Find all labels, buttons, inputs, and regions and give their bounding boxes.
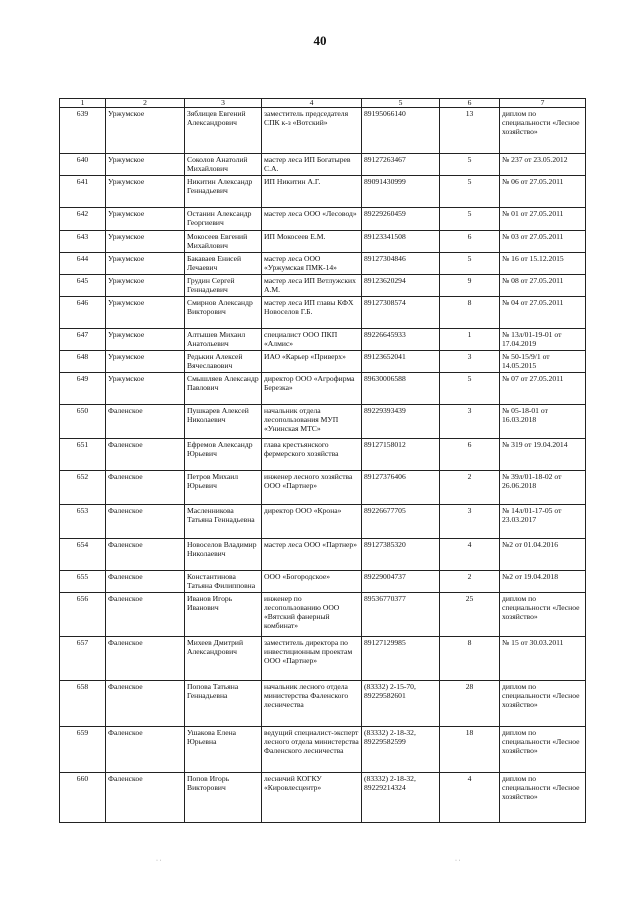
table-row: [60, 373, 586, 405]
page-number: 40: [313, 33, 327, 48]
position-cell: мастер леса ИП Богатырев С.А.: [262, 154, 362, 176]
position-cell: инженер лесного хозяйства ООО «Партнер»: [262, 471, 362, 505]
row-number: 640: [60, 154, 106, 176]
experience-cell: 2: [440, 571, 500, 593]
person-name-cell: Ушакова Елена Юрьевна: [185, 727, 262, 773]
table-row: [60, 253, 586, 275]
experience-cell: 5: [440, 154, 500, 176]
document-cell: № 01 от 27.05.2011: [500, 208, 586, 231]
row-number: 643: [60, 231, 106, 253]
table-row: [60, 176, 586, 208]
table-row: [60, 773, 586, 823]
table-row: [60, 351, 586, 373]
table-row: [60, 329, 586, 351]
experience-cell: 9: [440, 275, 500, 297]
position-cell: начальник лесного отдела министерства Фаленского лесничества: [262, 681, 362, 727]
header-row: [60, 99, 586, 108]
phone-cell: (83332) 2-15-70, 89229582601: [362, 681, 440, 727]
person-name-cell: Редькин Алексей Вячеславович: [185, 351, 262, 373]
person-name-cell: Иванов Игорь Иванович: [185, 593, 262, 637]
district-cell: Фаленское: [106, 773, 185, 823]
district-cell: Уржумское: [106, 108, 185, 154]
phone-cell: (83332) 2-18-32, 89229214324: [362, 773, 440, 823]
person-name-cell: Масленникова Татьяна Геннадьевна: [185, 505, 262, 539]
district-cell: Уржумское: [106, 176, 185, 208]
position-cell: мастер леса ООО «Уржумская ПМК-14»: [262, 253, 362, 275]
person-name-cell: Останин Александр Георгиевич: [185, 208, 262, 231]
person-name-cell: Алтышев Михаил Анатольевич: [185, 329, 262, 351]
row-number: 660: [60, 773, 106, 823]
district-cell: Уржумское: [106, 208, 185, 231]
document-cell: № 07 от 27.05.2011: [500, 373, 586, 405]
district-cell: Фаленское: [106, 439, 185, 471]
phone-cell: 89229393439: [362, 405, 440, 439]
document-cell: диплом по специальности «Лесное хозяйство»: [500, 108, 586, 154]
phone-cell: 89630006588: [362, 373, 440, 405]
phone-cell: 89195066140: [362, 108, 440, 154]
document-cell: № 50-15/9/1 от 14.05.2015: [500, 351, 586, 373]
column-header: 6: [440, 99, 500, 108]
row-number: 642: [60, 208, 106, 231]
experience-cell: 5: [440, 373, 500, 405]
row-number: 646: [60, 297, 106, 329]
document-cell: № 04 от 27.05.2011: [500, 297, 586, 329]
district-cell: Фаленское: [106, 539, 185, 571]
column-header: 1: [60, 99, 106, 108]
district-cell: Фаленское: [106, 637, 185, 681]
district-cell: Уржумское: [106, 231, 185, 253]
column-header: 7: [500, 99, 586, 108]
person-name-cell: Попова Татьяна Геннадьевна: [185, 681, 262, 727]
person-name-cell: Ефремов Александр Юрьевич: [185, 439, 262, 471]
row-number: 647: [60, 329, 106, 351]
document-cell: № 03 от 27.05.2011: [500, 231, 586, 253]
table-row: [60, 231, 586, 253]
person-name-cell: Попов Игорь Викторович: [185, 773, 262, 823]
row-number: 653: [60, 505, 106, 539]
document-cell: № 06 от 27.05.2011: [500, 176, 586, 208]
person-name-cell: Грудин Сергей Геннадьевич: [185, 275, 262, 297]
table-row: [60, 297, 586, 329]
experience-cell: 8: [440, 297, 500, 329]
document-cell: № 15 от 30.03.2011: [500, 637, 586, 681]
phone-cell: 89127263467: [362, 154, 440, 176]
position-cell: директор ООО «Крона»: [262, 505, 362, 539]
person-name-cell: Михеев Дмитрий Александрович: [185, 637, 262, 681]
person-name-cell: Новоселов Владимир Николаевич: [185, 539, 262, 571]
table-row: [60, 637, 586, 681]
row-number: 656: [60, 593, 106, 637]
row-number: 659: [60, 727, 106, 773]
position-cell: лесничий КОГКУ «Кировлесцентр»: [262, 773, 362, 823]
row-number: 652: [60, 471, 106, 505]
position-cell: ИП Мокосеев Е.М.: [262, 231, 362, 253]
experience-cell: 1: [440, 329, 500, 351]
table-row: [60, 471, 586, 505]
table-row: [60, 681, 586, 727]
table-row: [60, 727, 586, 773]
document-cell: № 16 от 15.12.2015: [500, 253, 586, 275]
district-cell: Уржумское: [106, 373, 185, 405]
position-cell: инженер по лесопользованию ООО «Вятский фанерный комбинат»: [262, 593, 362, 637]
table-row: [60, 108, 586, 154]
district-cell: Уржумское: [106, 297, 185, 329]
phone-cell: 89127376406: [362, 471, 440, 505]
row-number: 644: [60, 253, 106, 275]
column-header: 4: [262, 99, 362, 108]
document-cell: № 39л/01-18-02 от 26.06.2018: [500, 471, 586, 505]
district-cell: Фаленское: [106, 681, 185, 727]
experience-cell: 3: [440, 405, 500, 439]
experience-cell: 4: [440, 539, 500, 571]
table-row: [60, 208, 586, 231]
experience-cell: 3: [440, 505, 500, 539]
registry-table: [59, 98, 586, 823]
document-cell: № 319 от 19.04.2014: [500, 439, 586, 471]
position-cell: ИП Никитин А.Г.: [262, 176, 362, 208]
document-cell: № 05-18-01 от 16.03.2018: [500, 405, 586, 439]
row-number: 654: [60, 539, 106, 571]
phone-cell: 89229004737: [362, 571, 440, 593]
experience-cell: 5: [440, 176, 500, 208]
position-cell: мастер леса ООО «Лесовод»: [262, 208, 362, 231]
position-cell: ООО «Богородское»: [262, 571, 362, 593]
registry-body: [60, 108, 586, 823]
document-cell: №2 от 01.04.2016: [500, 539, 586, 571]
row-number: 650: [60, 405, 106, 439]
table-row: [60, 571, 586, 593]
table-row: [60, 505, 586, 539]
row-number: 639: [60, 108, 106, 154]
phone-cell: 89226645933: [362, 329, 440, 351]
district-cell: Фаленское: [106, 471, 185, 505]
person-name-cell: Смышляев Александр Павлович: [185, 373, 262, 405]
person-name-cell: Константинова Татьяна Филипповна: [185, 571, 262, 593]
district-cell: Уржумское: [106, 329, 185, 351]
district-cell: Уржумское: [106, 154, 185, 176]
table-row: [60, 275, 586, 297]
document-cell: № 237 от 23.05.2012: [500, 154, 586, 176]
column-header: 2: [106, 99, 185, 108]
document-cell: № 08 от 27.05.2011: [500, 275, 586, 297]
row-number: 651: [60, 439, 106, 471]
phone-cell: 89091430999: [362, 176, 440, 208]
experience-cell: 6: [440, 231, 500, 253]
document-cell: № 13л/01-19-01 от 17.04.2019: [500, 329, 586, 351]
position-cell: начальник отдела лесопользования МУП «Унинская МТС»: [262, 405, 362, 439]
position-cell: ИАО «Карьер «Приверх»: [262, 351, 362, 373]
position-cell: заместитель директора по инвестиционным проектам ООО «Партнер»: [262, 637, 362, 681]
person-name-cell: Петров Михаил Юрьевич: [185, 471, 262, 505]
phone-cell: 89123620294: [362, 275, 440, 297]
phone-cell: 89127129985: [362, 637, 440, 681]
phone-cell: 89536770377: [362, 593, 440, 637]
phone-cell: 89127308574: [362, 297, 440, 329]
phone-cell: 89226677705: [362, 505, 440, 539]
person-name-cell: Зяблицев Евгений Александрович: [185, 108, 262, 154]
position-cell: мастер леса ИП Ветлужских А.М.: [262, 275, 362, 297]
district-cell: Уржумское: [106, 275, 185, 297]
district-cell: Фаленское: [106, 593, 185, 637]
document-cell: № 14л/01-17-05 от 23.03.2017: [500, 505, 586, 539]
district-cell: Фаленское: [106, 571, 185, 593]
position-cell: ведущий специалист-эксперт лесного отдела министерства Фаленского лесничества: [262, 727, 362, 773]
experience-cell: 3: [440, 351, 500, 373]
experience-cell: 2: [440, 471, 500, 505]
experience-cell: 25: [440, 593, 500, 637]
table-row: [60, 593, 586, 637]
row-number: 649: [60, 373, 106, 405]
person-name-cell: Мокосеев Евгений Михайлович: [185, 231, 262, 253]
row-number: 657: [60, 637, 106, 681]
district-cell: Уржумское: [106, 253, 185, 275]
scan-artifact: · ·: [455, 858, 461, 864]
table-row: [60, 405, 586, 439]
position-cell: мастер леса ООО «Партнер»: [262, 539, 362, 571]
table-row: [60, 439, 586, 471]
person-name-cell: Соколов Анатолий Михайлович: [185, 154, 262, 176]
experience-cell: 5: [440, 208, 500, 231]
row-number: 641: [60, 176, 106, 208]
phone-cell: 89123652041: [362, 351, 440, 373]
document-cell: №2 от 19.04.2018: [500, 571, 586, 593]
experience-cell: 8: [440, 637, 500, 681]
experience-cell: 5: [440, 253, 500, 275]
district-cell: Фаленское: [106, 505, 185, 539]
person-name-cell: Никитин Александр Геннадьевич: [185, 176, 262, 208]
experience-cell: 28: [440, 681, 500, 727]
position-cell: глава крестьянского фермерского хозяйства: [262, 439, 362, 471]
column-header: 3: [185, 99, 262, 108]
document-cell: диплом по специальности «Лесное хозяйство»: [500, 681, 586, 727]
district-cell: Уржумское: [106, 351, 185, 373]
position-cell: специалист ООО ПКП «Алмис»: [262, 329, 362, 351]
row-number: 648: [60, 351, 106, 373]
phone-cell: (83332) 2-18-32, 89229582599: [362, 727, 440, 773]
row-number: 655: [60, 571, 106, 593]
document-cell: диплом по специальности «Лесное хозяйство»: [500, 593, 586, 637]
phone-cell: 89229260459: [362, 208, 440, 231]
column-header: 5: [362, 99, 440, 108]
position-cell: заместитель председателя СПК к-з «Вотский»: [262, 108, 362, 154]
phone-cell: 89123341508: [362, 231, 440, 253]
row-number: 645: [60, 275, 106, 297]
document-cell: диплом по специальности «Лесное хозяйство»: [500, 773, 586, 823]
row-number: 658: [60, 681, 106, 727]
table-row: [60, 154, 586, 176]
phone-cell: 89127158012: [362, 439, 440, 471]
person-name-cell: Бакаваев Енисей Лечаевич: [185, 253, 262, 275]
district-cell: Фаленское: [106, 405, 185, 439]
position-cell: директор ООО «Агрофирма Березка»: [262, 373, 362, 405]
person-name-cell: Пушкарев Алексей Николаевич: [185, 405, 262, 439]
person-name-cell: Смирнов Александр Викторович: [185, 297, 262, 329]
document-cell: диплом по специальности «Лесное хозяйство»: [500, 727, 586, 773]
scan-artifact: · ·: [156, 858, 162, 864]
experience-cell: 6: [440, 439, 500, 471]
experience-cell: 18: [440, 727, 500, 773]
phone-cell: 89127304846: [362, 253, 440, 275]
phone-cell: 89127385320: [362, 539, 440, 571]
experience-cell: 4: [440, 773, 500, 823]
district-cell: Фаленское: [106, 727, 185, 773]
experience-cell: 13: [440, 108, 500, 154]
position-cell: мастер леса ИП главы КФХ Новоселов Г.Б.: [262, 297, 362, 329]
table-row: [60, 539, 586, 571]
